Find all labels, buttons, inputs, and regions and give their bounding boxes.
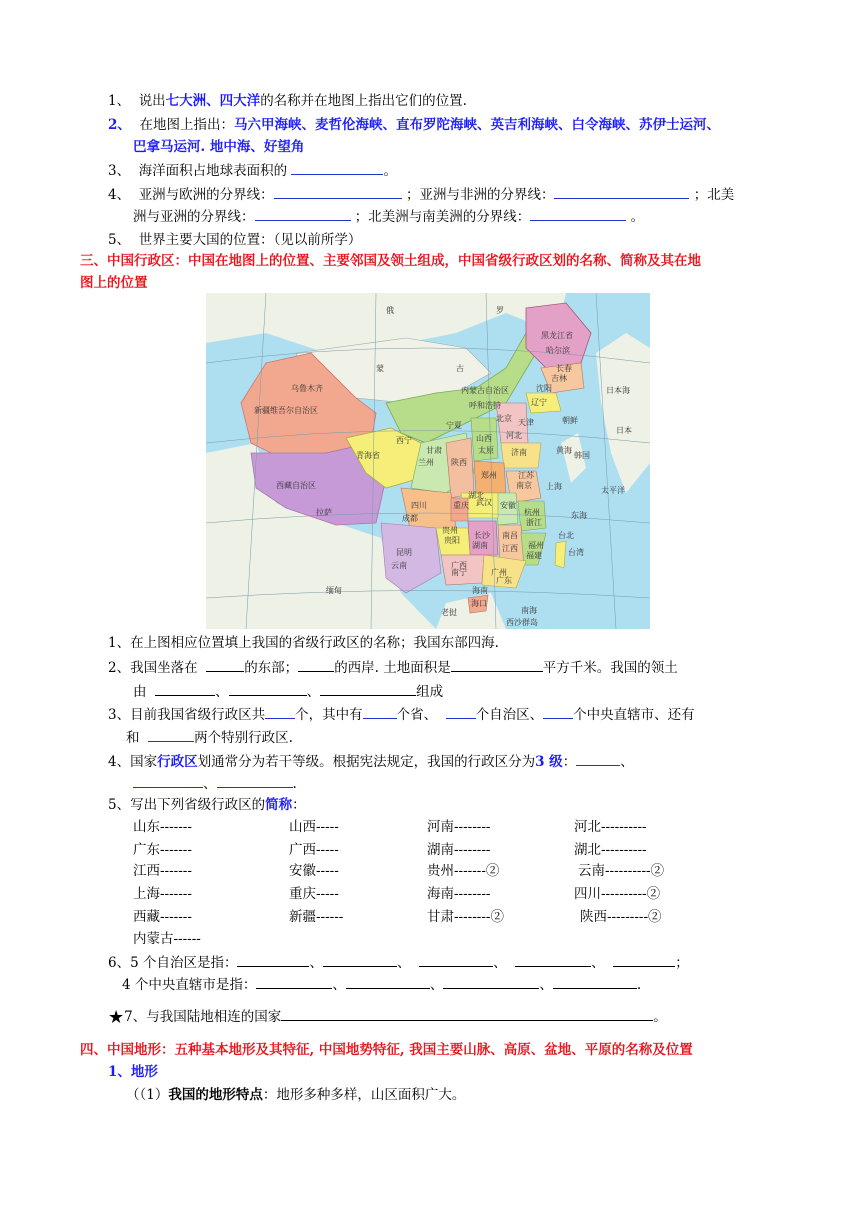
- punct: .: [636, 977, 642, 993]
- blank-field[interactable]: [363, 704, 397, 719]
- map-label: 西宁: [396, 436, 412, 445]
- blank-field[interactable]: [274, 184, 402, 199]
- punct: 、: [620, 754, 634, 770]
- map-label: 辽宁: [531, 398, 547, 407]
- abbr-entry: 新疆------: [289, 909, 344, 925]
- abbr-entry: 山东-------: [133, 819, 192, 835]
- map-label: 云南: [391, 561, 407, 570]
- map-label: 沈阳: [536, 384, 552, 393]
- map-label: 台湾: [568, 548, 584, 557]
- item-text: 个中央直辖市、还有: [573, 707, 695, 723]
- blank-field[interactable]: [255, 206, 351, 221]
- map-label: 俄: [386, 306, 394, 315]
- map-label: 南昌: [502, 531, 518, 540]
- question-1: 1、在上图相应位置填上我国的省级行政区的名称；我国东部四海.: [108, 635, 499, 651]
- item-number: 3、: [108, 707, 131, 723]
- map-label: 河北: [506, 431, 522, 440]
- punct: 、: [309, 955, 323, 971]
- map-label: 缅甸: [326, 586, 342, 595]
- item-text: 洲与亚洲的分界线：: [133, 209, 255, 225]
- map-label: 黄海: [556, 446, 572, 455]
- blank-field[interactable]: [291, 160, 383, 175]
- abbr-entry: 上海-------: [133, 886, 192, 902]
- highlight-straits: 马六甲海峡、麦哲伦海峡、直布罗陀海峡、英吉利海峡、白令海峡、苏伊士运河、: [234, 117, 720, 133]
- map-label: 甘肃: [426, 446, 442, 455]
- map-label: 天津: [518, 418, 534, 427]
- map-label: 成都: [402, 514, 418, 523]
- abbr-entry: 江西-------: [133, 863, 192, 879]
- abbr-entry: 广东-------: [133, 842, 192, 858]
- map-label: 广州: [491, 568, 507, 577]
- item-text: 个省、: [396, 707, 438, 723]
- map-label: 吉林: [551, 374, 567, 383]
- map-label: 古: [456, 364, 464, 373]
- blank-field[interactable]: [323, 952, 397, 967]
- item-text: 的名称并在地图上指出它们的位置.: [260, 93, 467, 109]
- item-number: 5、: [108, 232, 131, 248]
- map-label: 北京: [496, 414, 512, 423]
- punct: 、: [215, 684, 229, 700]
- map-label: 武汉: [476, 498, 492, 507]
- blank-field[interactable]: [543, 704, 573, 719]
- item-number: 4、: [108, 754, 131, 770]
- item-text: 个，其中有: [295, 707, 363, 723]
- map-label: 东海: [571, 511, 587, 520]
- blank-field[interactable]: [298, 657, 334, 672]
- map-label: 浙江: [526, 518, 542, 527]
- map-label: 韩国: [574, 451, 590, 460]
- subsection-terrain: 1、地形: [108, 1064, 158, 1080]
- blank-field[interactable]: [554, 184, 689, 199]
- punct: ：: [292, 797, 306, 813]
- item-2: [108, 115, 720, 135]
- item-text: 6、5 个自治区是指：: [108, 955, 238, 971]
- china-province-map: [206, 293, 650, 629]
- item-number: 5、: [108, 797, 131, 813]
- map-label: 贵阳: [444, 536, 460, 545]
- map-label: 长沙: [474, 531, 490, 540]
- map-label: 昆明: [396, 548, 412, 557]
- abbr-entry: 西藏-------: [133, 909, 192, 925]
- abbr-entry: 湖北----------: [574, 842, 647, 858]
- item-number: 4、: [108, 187, 131, 203]
- item-text: 的西岸. 土地面积是: [334, 660, 451, 676]
- punct: ；: [675, 955, 689, 971]
- question-4: [108, 751, 634, 772]
- map-label: 拉萨: [316, 508, 332, 517]
- map-label: 四川: [411, 501, 427, 510]
- blank-field[interactable]: [320, 681, 416, 696]
- star-icon: ★: [108, 1007, 125, 1028]
- blank-field[interactable]: [613, 952, 675, 967]
- item-text: 海洋面积占地球表面积的: [138, 163, 288, 179]
- blank-field[interactable]: [237, 952, 309, 967]
- item-text: 两个特别行政区.: [194, 730, 293, 746]
- item-text: 的东部；: [244, 660, 299, 676]
- question-3: [108, 704, 695, 725]
- question-6: [108, 952, 689, 973]
- blank-field[interactable]: [346, 974, 430, 989]
- blank-field[interactable]: [451, 657, 543, 672]
- abbr-entry: 云南----------②: [578, 863, 665, 879]
- map-label: 湖北: [468, 491, 484, 500]
- terrain-point-1: [126, 1085, 465, 1105]
- question-5: [108, 795, 306, 815]
- map-label: 福州: [528, 541, 544, 550]
- map-label: 罗: [496, 306, 504, 315]
- map-label: 日本海: [606, 386, 630, 395]
- item-text: 7、与我国陆地相连的国家: [124, 1009, 282, 1025]
- abbr-entry: 甘肃--------②: [427, 909, 504, 925]
- map-label: 江西: [502, 544, 518, 553]
- punct: 。: [630, 209, 645, 225]
- blank-field[interactable]: [217, 773, 293, 788]
- abbr-entry: 湖南--------: [427, 842, 491, 858]
- item-text: 个自治区、: [475, 707, 544, 723]
- map-label: 济南: [511, 448, 527, 457]
- blank-field[interactable]: [553, 974, 637, 989]
- map-label: 江苏: [518, 471, 534, 480]
- abbr-entry: 河南--------: [427, 819, 491, 835]
- blank-field[interactable]: [576, 751, 620, 766]
- abbr-entry: 广西-----: [289, 842, 339, 858]
- blank-field[interactable]: [229, 681, 307, 696]
- highlight-three-levels: 3 级: [535, 754, 563, 770]
- blank-field[interactable]: [155, 681, 215, 696]
- item-text: 我国坐落在: [130, 660, 198, 676]
- map-label: 安徽: [500, 501, 516, 510]
- map-label: 南京: [516, 481, 532, 490]
- punct: 、: [203, 776, 217, 792]
- blank-field[interactable]: [148, 727, 194, 742]
- map-taiwan: [555, 541, 566, 568]
- map-label: 上海: [546, 482, 562, 491]
- map-label: 广东: [496, 576, 512, 585]
- map-shaanxi: [446, 438, 474, 498]
- blank-field[interactable]: [281, 1006, 653, 1021]
- map-label: 南宁: [451, 568, 467, 577]
- item-text: 目前我国省级行政区共: [130, 707, 266, 723]
- item-text: 组成: [416, 684, 444, 700]
- item-label: 我国的地形特点: [168, 1087, 263, 1103]
- item-number: 1、: [108, 93, 131, 109]
- item-text: ；亚洲与非洲的分界线：: [405, 187, 555, 203]
- blank-field[interactable]: [133, 773, 203, 788]
- map-label: 福建: [526, 551, 542, 560]
- map-label: 哈尔滨: [546, 346, 570, 355]
- map-label: 重庆: [453, 501, 469, 510]
- punct: 、: [429, 977, 444, 993]
- item-text: 划通常分为若干等级。根据宪法规定，我国的行政区分为: [197, 754, 536, 770]
- highlight-continents-oceans: 七大洲、四大洋: [165, 93, 261, 109]
- map-label: 长春: [556, 364, 572, 373]
- blank-field[interactable]: [530, 206, 626, 221]
- item-5: [108, 230, 361, 250]
- item-text: ：地形多种多样，山区面积广大。: [262, 1087, 466, 1103]
- question-7: [108, 1006, 667, 1028]
- item-text: 平方千米。我国的领土: [542, 660, 678, 676]
- item-text: 4 个中央直辖市是指：: [122, 977, 257, 993]
- item-text: ；北美洲与南美洲的分界线：: [354, 209, 531, 225]
- blank-field[interactable]: [446, 704, 476, 719]
- map-label: 呼和浩特: [469, 401, 501, 410]
- item-text: 写出下列省级行政区的: [130, 797, 266, 813]
- abbr-entry: 重庆-----: [289, 886, 339, 902]
- item-4: [108, 184, 734, 205]
- map-label: 老挝: [441, 608, 457, 617]
- item-text: ；北美: [693, 187, 735, 203]
- map-label: 日本: [616, 426, 632, 435]
- abbr-entry: 安徽-----: [289, 863, 339, 879]
- map-label: 广西: [451, 561, 467, 570]
- map-label: 太平洋: [601, 486, 625, 495]
- item-text: 由: [133, 684, 147, 700]
- map-label: 陕西: [451, 458, 467, 467]
- blank-field[interactable]: [515, 952, 591, 967]
- item-4-cont: [133, 206, 644, 227]
- map-label: 山西: [476, 434, 492, 443]
- blank-field[interactable]: [265, 704, 295, 719]
- abbr-entry: 四川----------②: [574, 886, 661, 902]
- blank-field[interactable]: [206, 657, 244, 672]
- punct: 。: [383, 163, 397, 179]
- item-number: 2、: [108, 660, 131, 676]
- map-label: 湖南: [472, 541, 488, 550]
- map-label: 蒙: [376, 364, 384, 373]
- question-6-cont: [122, 974, 641, 995]
- punct: 、: [306, 684, 321, 700]
- map-label: 郑州: [481, 471, 497, 480]
- item-text: 国家: [130, 754, 158, 770]
- highlight-abbreviation: 简称: [265, 797, 293, 813]
- map-label: 新疆维吾尔自治区: [254, 406, 318, 415]
- punct: ：: [562, 754, 577, 770]
- map-label: 青海省: [356, 451, 380, 460]
- item-2-cont: 巴拿马运河. 地中海、好望角: [133, 139, 305, 155]
- question-3-cont: [126, 727, 293, 748]
- blank-field[interactable]: [256, 974, 332, 989]
- map-label: 杭州: [524, 508, 540, 517]
- punct: 。: [653, 1009, 667, 1025]
- map-label: 黑龙江省: [541, 331, 573, 340]
- map-label: 西沙群岛: [506, 618, 538, 627]
- question-2: [108, 657, 678, 678]
- punct: .: [292, 776, 297, 792]
- item-1: [108, 91, 467, 111]
- item-text: 世界主要大国的位置：（见以前所学）: [138, 232, 362, 248]
- item-text: 说出: [138, 93, 166, 109]
- punct: 、: [493, 955, 507, 971]
- map-label: 内蒙古自治区: [461, 386, 509, 395]
- map-label: 贵州: [442, 526, 458, 535]
- map-label: 台北: [558, 531, 574, 540]
- map-label: 兰州: [418, 458, 434, 467]
- abbr-entry: 贵州-------②: [427, 863, 500, 879]
- abbr-entry: 内蒙古------: [133, 931, 201, 947]
- map-label: 海南: [472, 586, 488, 595]
- item-number: 3、: [108, 163, 131, 179]
- map-label: 南海: [521, 606, 537, 615]
- punct: 、: [591, 955, 605, 971]
- item-number: 2、: [108, 117, 131, 133]
- question-2-cont: [133, 681, 443, 702]
- map-label: 西藏自治区: [276, 481, 316, 490]
- item-text: 和: [126, 730, 140, 746]
- punct: 、: [332, 977, 346, 993]
- item-text: 亚洲与欧洲的分界线：: [138, 187, 274, 203]
- map-label: 宁夏: [446, 421, 462, 430]
- abbr-entry: 陕西---------②: [580, 909, 662, 925]
- abbr-entry: 山西-----: [289, 819, 339, 835]
- abbr-entry: 河北----------: [574, 819, 647, 835]
- section-3-heading-cont: 图上的位置: [80, 275, 148, 291]
- item-number: （（1）: [126, 1087, 169, 1103]
- item-text: 在地图上指出：: [139, 117, 234, 133]
- blank-field[interactable]: [419, 952, 493, 967]
- map-label: 朝鲜: [562, 416, 578, 425]
- item-3: [108, 160, 397, 181]
- question-4-cont: [133, 773, 297, 794]
- section-3-heading: 三、中国行政区：中国在地图上的位置、主要邻国及领土组成，中国省级行政区划的名称、简称及其在地: [80, 253, 701, 269]
- map-label: 海口: [471, 599, 487, 608]
- map-label: 乌鲁木齐: [291, 384, 323, 393]
- abbr-entry: 海南--------: [427, 886, 491, 902]
- punct: 、: [539, 977, 553, 993]
- map-label: 太原: [478, 446, 494, 455]
- section-4-heading: 四、中国地形：五种基本地形及其特征, 中国地势特征, 我国主要山脉、高原、盆地、平原的名称及位置: [80, 1042, 693, 1058]
- punct: 、: [396, 955, 411, 971]
- highlight-admin-region: 行政区: [157, 754, 198, 770]
- blank-field[interactable]: [443, 974, 539, 989]
